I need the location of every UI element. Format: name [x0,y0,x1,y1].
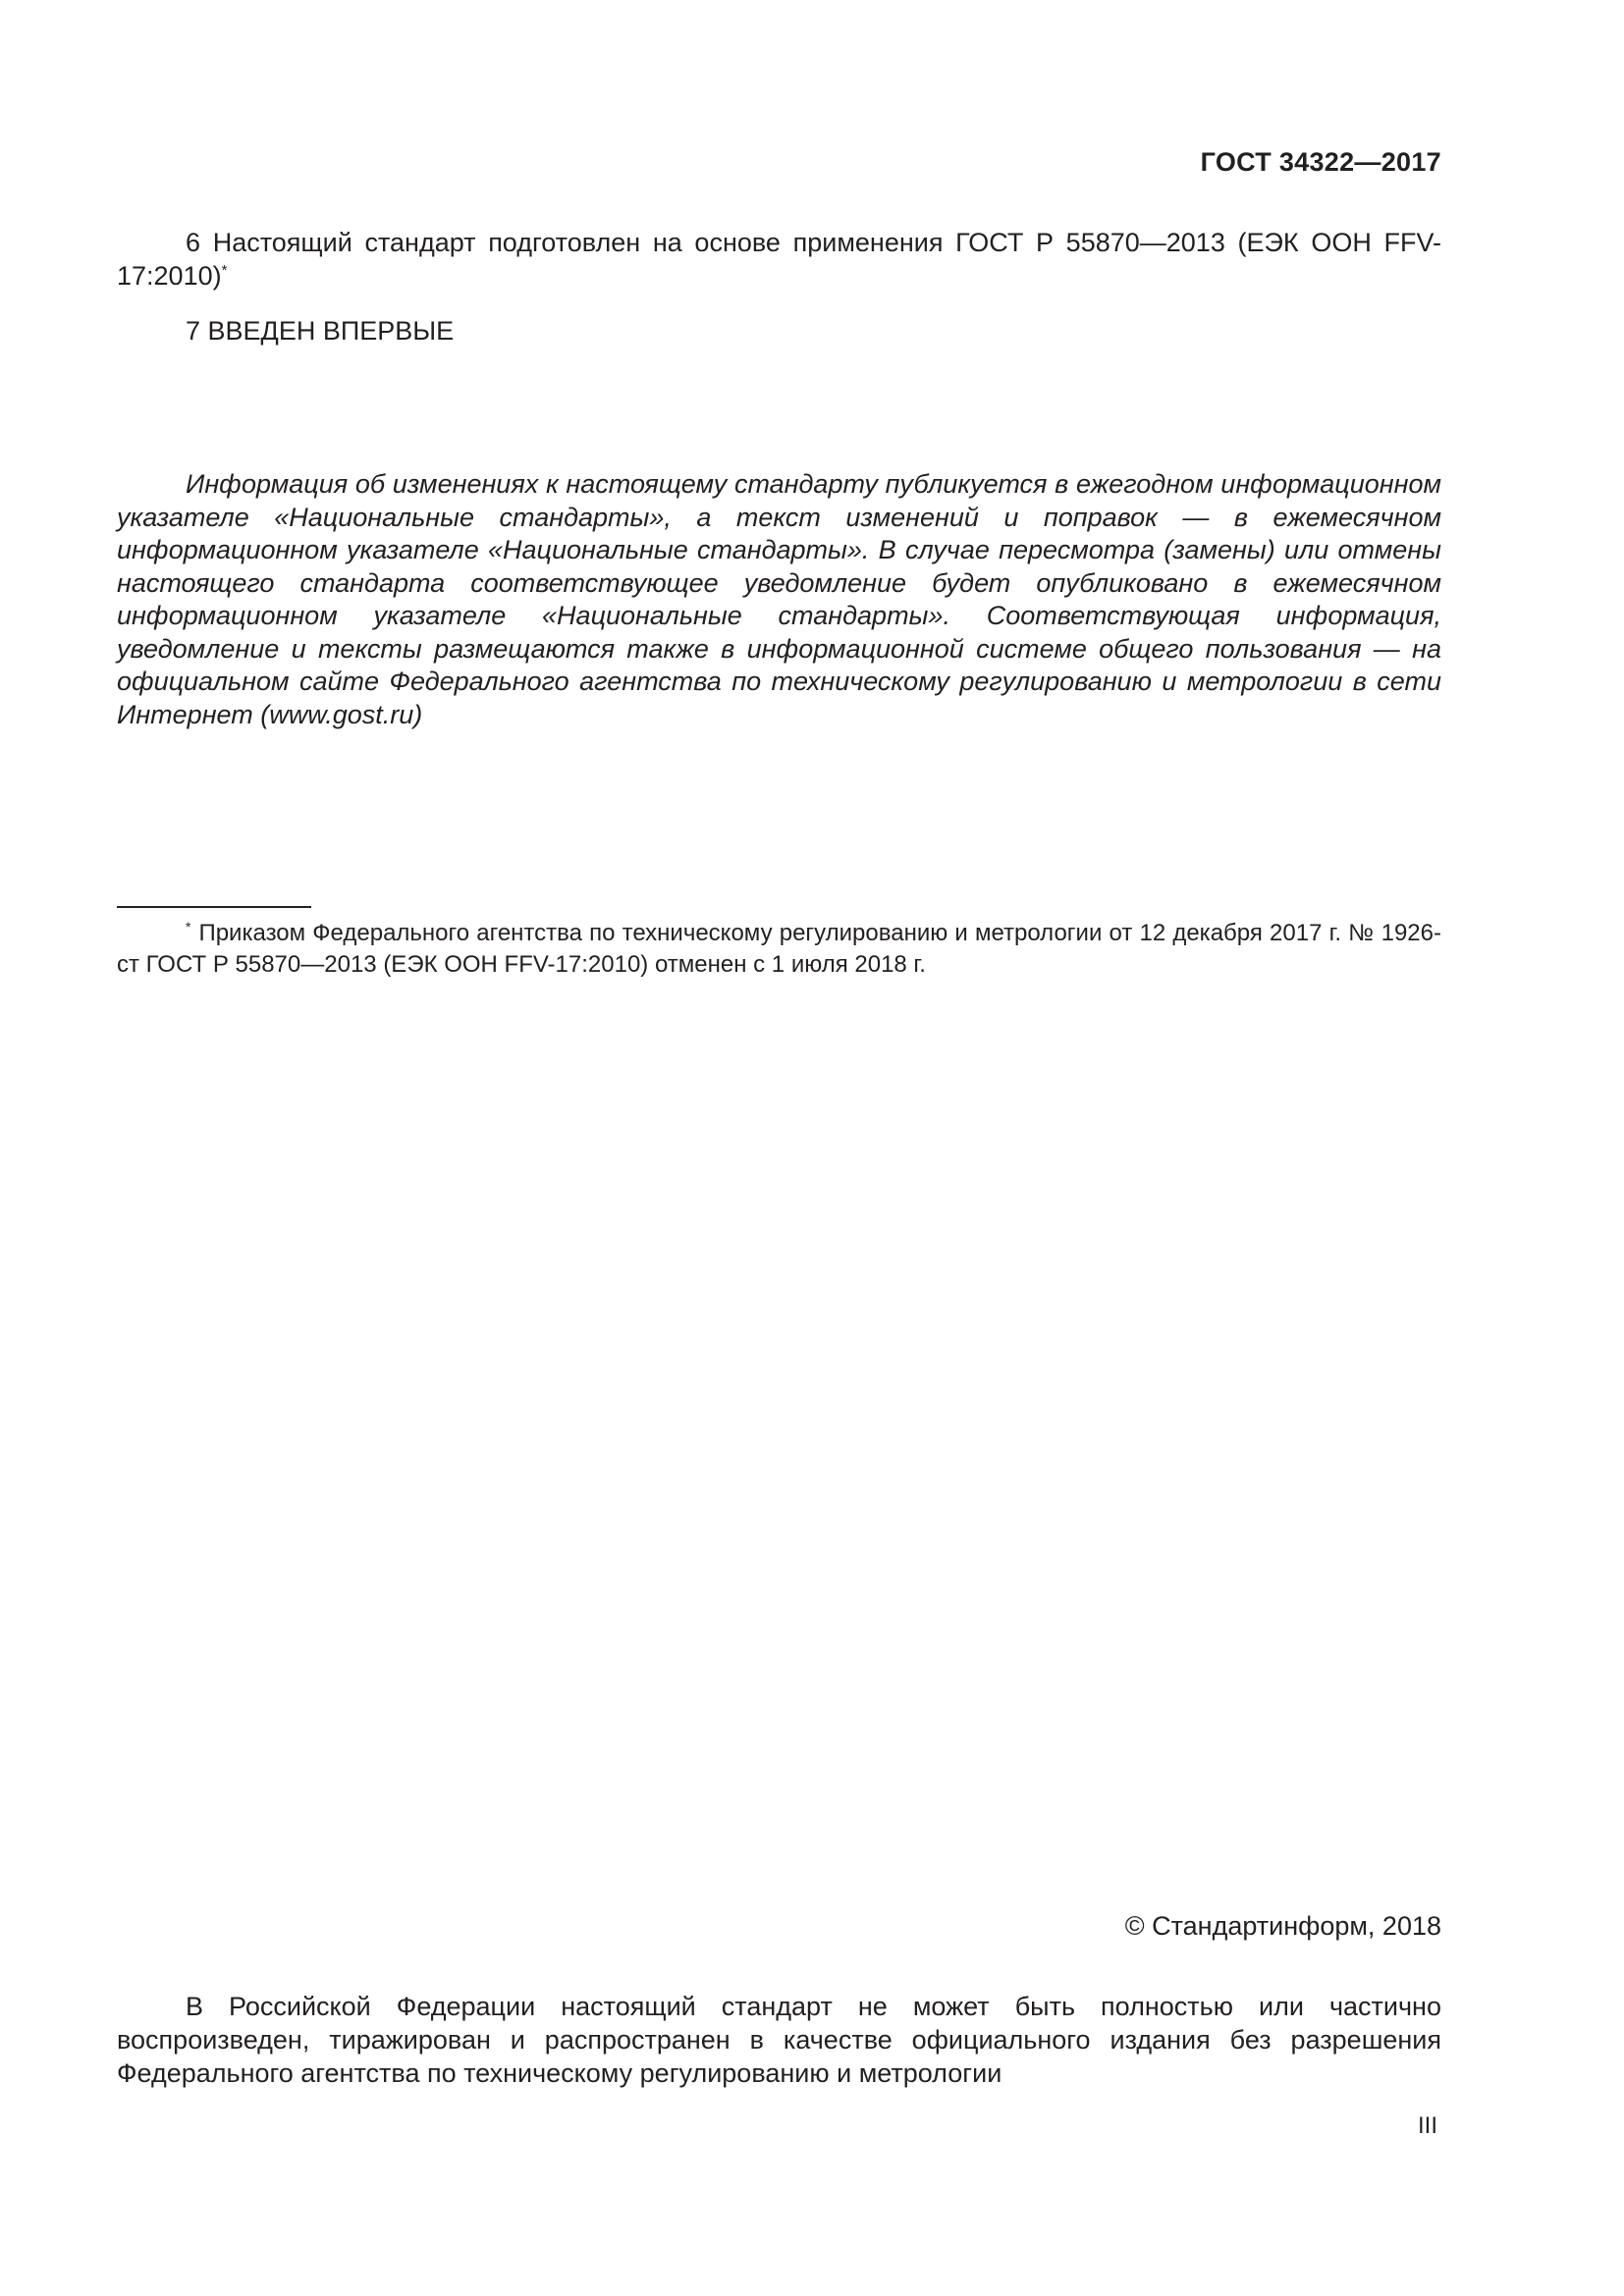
footnote-reference: * [221,262,228,279]
copyright-line: © Стандартинформ, 2018 [1124,1911,1441,1941]
footnote-mark: * [186,919,191,934]
page-number: III [1417,2112,1437,2139]
footnote [117,918,1441,981]
changes-information-notice: Информация об изменениях к настоящему стандарту публикуется в ежегодном информационном указателе «Национальные стандарты», а текст изменений и поправок — в ежемесячном информационном указателе «Национальные стандарты». В случае пересмотра (замены) или отмены настоящего стандарта соответствующее уведомление будет опубликовано в ежемесячном информационном указателе «Национальные стандарты». Соответствующая информация, уведомление и тексты размещаются также в информационной системе общего пользования — на официальном сайте Федерального агентства по техническому регулированию и метрологии в сети Интернет (www.gost.ru) [117,469,1441,729]
item-6-paragraph [117,226,1441,293]
item-6-text: 6 Настоящий стандарт подготовлен на основе применения ГОСТ Р 55870—2013 (ЕЭК ООН FFV-17:2010) [117,228,1441,291]
item-7-paragraph: 7 ВВЕДЕН ВПЕРВЫЕ [186,316,455,346]
reproduction-notice: В Российской Федерации настоящий стандарт не может быть полностью или частично воспроизведен, тиражирован и распространен в качестве официального издания без разрешения Федерального агентства по техническому регулированию и метрологии [117,1992,1441,2088]
footnote-text: Приказом Федерального агентства по техническому регулированию и метрологии от 12 декабря 2017 г. № 1926-ст ГОСТ Р 55870—2013 (ЕЭК ООН FFV-17:2010) отменен с 1 июля 2018 г. [117,920,1441,978]
footnote-separator [117,906,311,908]
document-number-header: ГОСТ 34322—2017 [1200,147,1441,177]
